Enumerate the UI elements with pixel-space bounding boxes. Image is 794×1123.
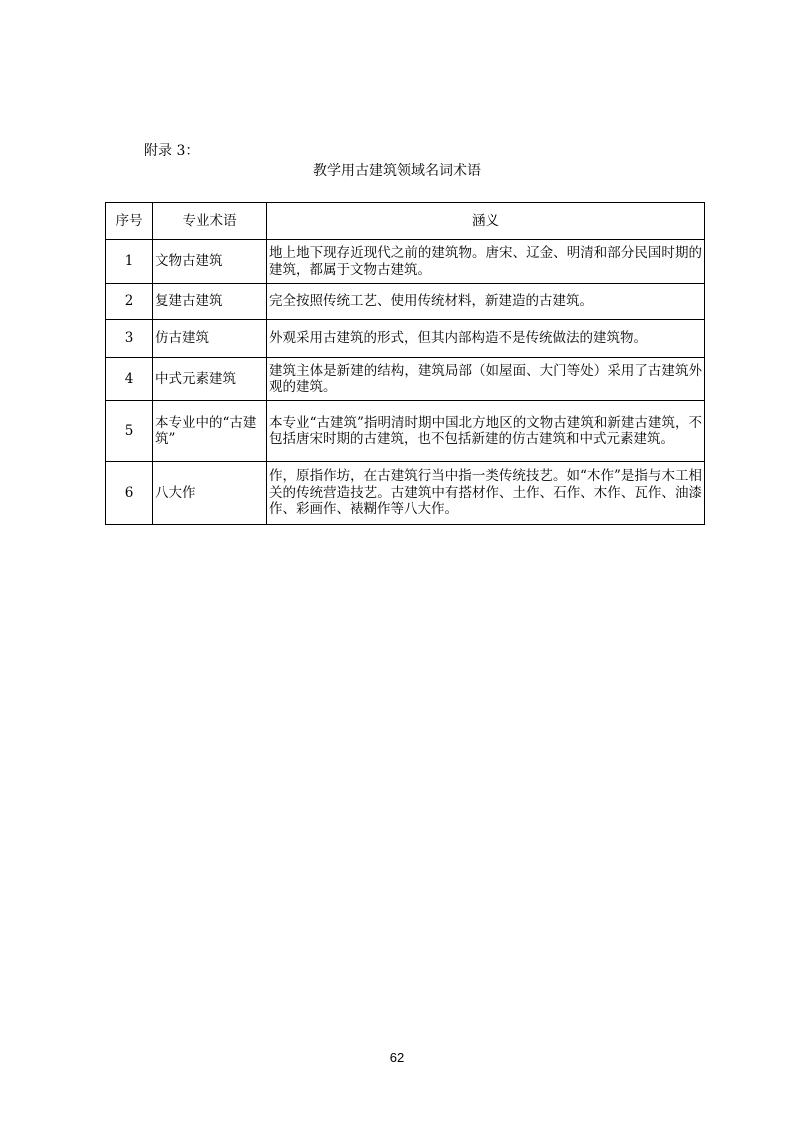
row-definition: 外观采用古建筑的形式，但其内部构造不是传统做法的建筑物。 xyxy=(267,320,705,358)
row-number: 1 xyxy=(106,240,153,284)
row-number: 4 xyxy=(106,358,153,401)
appendix-label: 附录 3： xyxy=(144,143,200,159)
header-number: 序号 xyxy=(106,203,153,240)
table-row xyxy=(106,462,705,525)
row-definition: 地上地下现存近现代之前的建筑物。唐宋、辽金、明清和部分民国时期的建筑，都属于文物古建筑。 xyxy=(267,240,705,284)
document-title: 教学用古建筑领域名词术语 xyxy=(313,163,481,179)
row-number: 5 xyxy=(106,401,153,462)
table-header-row xyxy=(106,203,705,240)
table-row xyxy=(106,320,705,358)
row-definition: 完全按照传统工艺、使用传统材料，新建造的古建筑。 xyxy=(267,284,705,320)
header-term: 专业术语 xyxy=(153,203,267,240)
row-number: 2 xyxy=(106,284,153,320)
page-number: 62 xyxy=(389,1050,405,1065)
table-row xyxy=(106,401,705,462)
row-definition: 作，原指作坊，在古建筑行当中指一类传统技艺。如“木作”是指与木工相关的传统营造技艺。古建筑中有搭材作、土作、石作、木作、瓦作、油漆作、彩画作、裱糊作等八大作。 xyxy=(267,462,705,525)
table-row xyxy=(106,358,705,401)
row-term: 中式元素建筑 xyxy=(153,358,267,401)
header-definition: 涵义 xyxy=(267,203,705,240)
table-row xyxy=(106,284,705,320)
row-definition: 本专业“古建筑”指明清时期中国北方地区的文物古建筑和新建古建筑，不包括唐宋时期的古建筑，也不包括新建的仿古建筑和中式元素建筑。 xyxy=(267,401,705,462)
row-number: 3 xyxy=(106,320,153,358)
row-term: 仿古建筑 xyxy=(153,320,267,358)
row-number: 6 xyxy=(106,462,153,525)
row-term: 文物古建筑 xyxy=(153,240,267,284)
terms-table xyxy=(105,202,705,525)
table-row xyxy=(106,240,705,284)
row-definition: 建筑主体是新建的结构，建筑局部（如屋面、大门等处）采用了古建筑外观的建筑。 xyxy=(267,358,705,401)
row-term: 复建古建筑 xyxy=(153,284,267,320)
row-term: 八大作 xyxy=(153,462,267,525)
row-term: 本专业中的“古建筑” xyxy=(153,401,267,462)
